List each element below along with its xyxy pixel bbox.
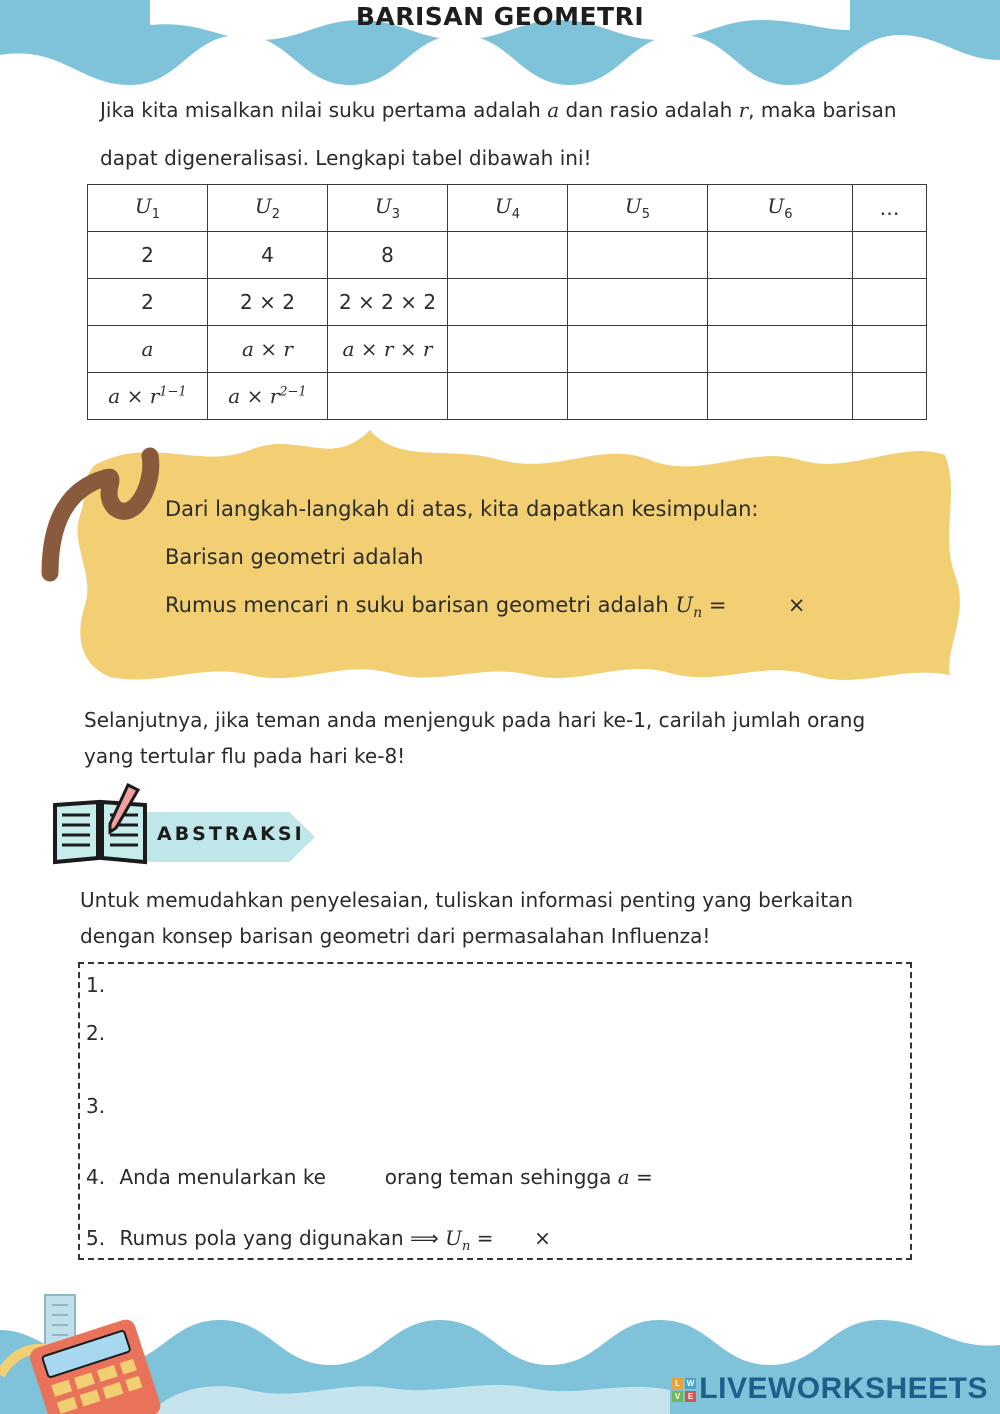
table-cell: a <box>88 326 208 373</box>
table-header-row <box>88 185 927 232</box>
answer-cell[interactable] <box>568 279 708 326</box>
answer-cell[interactable] <box>448 326 568 373</box>
conclusion-formula-text: Rumus mencari n suku barisan geometri adalah <box>165 593 669 617</box>
answer-cell[interactable] <box>568 326 708 373</box>
sequence-table <box>87 184 927 420</box>
item-4-text-a: Anda menularkan ke <box>119 1165 326 1189</box>
conclusion-block <box>165 491 945 631</box>
header-u5: $U_5$ <box>568 185 708 232</box>
table-cell: 4 <box>208 232 328 279</box>
answer-cell[interactable] <box>568 232 708 279</box>
header-u2: $U_2$ <box>208 185 328 232</box>
answer-cell[interactable] <box>568 373 708 420</box>
intro-line-2: dapat digeneralisasi. Lengkapi tabel dibawah ini! <box>100 146 592 170</box>
intro-paragraph <box>100 92 930 176</box>
conclusion-line-3 <box>165 587 945 631</box>
item-4-equals: = <box>636 1165 653 1189</box>
answer-cell[interactable] <box>708 373 853 420</box>
answer-item-5 <box>86 1226 551 1254</box>
logo-mark: L WV E <box>671 1377 699 1403</box>
liveworksheets-logo <box>671 1372 988 1406</box>
table-cell: 2 × 2 × 2 <box>328 279 448 326</box>
table-row <box>88 279 927 326</box>
table-cell: a × r <box>208 326 328 373</box>
table-cell: $a \times r^{2-1}$ <box>208 373 328 420</box>
table-row <box>88 326 927 373</box>
logo-text: LIVEWORKSHEETS <box>699 1372 988 1405</box>
answer-item-1[interactable] <box>86 973 105 997</box>
item-4-variable-a: a <box>617 1165 630 1189</box>
answer-cell[interactable] <box>708 326 853 373</box>
answer-cell[interactable] <box>853 373 927 420</box>
answer-cell[interactable] <box>708 232 853 279</box>
question-paragraph <box>84 702 914 774</box>
header-u4: $U_4$ <box>448 185 568 232</box>
formula-times: × <box>787 593 806 617</box>
item-number: 5. <box>86 1226 106 1250</box>
page-title: BARISAN GEOMETRI <box>355 2 645 31</box>
table-cell: 8 <box>328 232 448 279</box>
item-4-text-b: orang teman sehingga <box>384 1165 612 1189</box>
variable-a: a <box>547 98 560 122</box>
answer-item-4 <box>86 1165 653 1189</box>
hook-decoration <box>35 438 165 583</box>
answer-cell[interactable] <box>853 279 927 326</box>
header-u1: $U_1$ <box>88 185 208 232</box>
intro-line-1 <box>100 92 930 128</box>
answer-cell[interactable] <box>853 232 927 279</box>
item-5-text: Rumus pola yang digunakan ⟹ <box>119 1226 439 1250</box>
table-cell: 2 <box>88 232 208 279</box>
header-ellipsis: … <box>853 185 927 232</box>
intro-text-1: Jika kita misalkan nilai suku pertama adalah <box>100 98 541 122</box>
table-cell: 2 × 2 <box>208 279 328 326</box>
answer-item-2[interactable] <box>86 1021 105 1045</box>
question-line-1: Selanjutnya, jika teman anda menjenguk pada hari ke-1, carilah jumlah orang <box>84 708 866 732</box>
answer-cell[interactable] <box>708 279 853 326</box>
answer-cell[interactable] <box>448 232 568 279</box>
formula-u: U <box>675 593 694 617</box>
item-5-sub-n: n <box>461 1239 471 1254</box>
item-5-times: × <box>534 1226 551 1250</box>
answer-cell[interactable] <box>328 373 448 420</box>
header-u3: $U_3$ <box>328 185 448 232</box>
answer-cell[interactable] <box>853 326 927 373</box>
answer-cell[interactable] <box>448 373 568 420</box>
item-number: 2. <box>86 1021 106 1045</box>
variable-r: r <box>738 98 749 122</box>
conclusion-line-2: Barisan geometri adalah <box>165 545 424 569</box>
item-number: 1. <box>86 973 106 997</box>
table-cell: $a \times r^{1-1}$ <box>88 373 208 420</box>
table-row <box>88 232 927 279</box>
item-number: 4. <box>86 1165 106 1189</box>
answer-cell[interactable] <box>448 279 568 326</box>
item-number: 3. <box>86 1094 106 1118</box>
header-u6: $U_6$ <box>708 185 853 232</box>
item-5-u: U <box>445 1226 462 1250</box>
answer-box <box>78 962 912 1260</box>
table-cell: a × r × r <box>328 326 448 373</box>
question-line-2: yang tertular flu pada hari ke-8! <box>84 744 406 768</box>
formula-equals: = <box>708 593 727 617</box>
instruction-paragraph <box>80 882 910 954</box>
conclusion-line-1: Dari langkah-langkah di atas, kita dapatkan kesimpulan: <box>165 497 759 521</box>
intro-text-2: dan rasio adalah <box>565 98 733 122</box>
formula-sub-n: n <box>693 605 703 622</box>
calculator-decoration <box>0 1290 170 1414</box>
table-row <box>88 373 927 420</box>
open-book-icon <box>50 780 150 870</box>
abstraksi-label: ABSTRAKSI <box>157 823 305 845</box>
instruction-line-1: Untuk memudahkan penyelesaian, tuliskan informasi penting yang berkaitan <box>80 888 854 912</box>
item-5-equals: = <box>476 1226 494 1250</box>
intro-text-3: , maka barisan <box>748 98 897 122</box>
instruction-line-2: dengan konsep barisan geometri dari permasalahan Influenza! <box>80 924 711 948</box>
table-cell: 2 <box>88 279 208 326</box>
answer-item-3[interactable] <box>86 1094 105 1118</box>
